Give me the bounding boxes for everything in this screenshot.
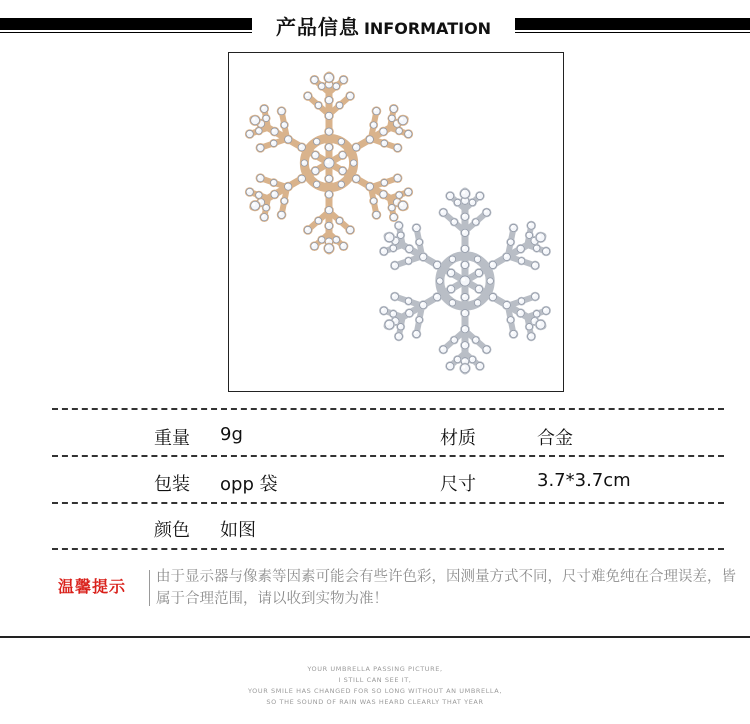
footer-line-1: YOUR UMBRELLA PASSING PICTURE, [307,665,443,673]
spec-weight-value: 9g [220,424,243,445]
section-title-cn: 产品信息 [275,15,360,39]
spec-package-label: 包装 [154,474,190,495]
header-bar-right [515,18,750,30]
spec-material-label: 材质 [440,428,476,449]
notice-text: 由于显示器与像素等因素可能会有些许色彩，因测量方式不同，尺寸难免纯在合理误差，皆属于合理范围，请以收到实物为准！ [156,569,736,607]
spec-divider-3 [52,502,724,504]
snowflake-brooch-image [229,53,563,391]
spec-divider-2 [52,455,724,457]
product-photo [228,52,564,392]
spec-material-value: 合金 [537,428,573,449]
section-title [252,11,515,40]
notice-label: 温馨提示 [58,577,127,596]
spec-divider-1 [52,408,724,410]
header-bar-left [0,18,252,30]
bottom-rule [0,636,750,638]
spec-size-label: 尺寸 [440,474,476,495]
section-title-en: INFORMATION [363,19,492,38]
spec-weight-label: 重量 [154,428,190,449]
header-line-left [0,32,252,33]
header-line-right [515,32,750,33]
footer-verse [0,664,750,708]
spec-color-value: 如图 [220,520,256,541]
footer-line-3: YOUR SMILE HAS CHANGED FOR SO LONG WITHOUT AN UMBRELLA, [247,687,503,695]
footer-line-2: I STILL CAN SEE IT, [338,676,412,684]
notice-divider [149,570,150,606]
footer-line-4: SO THE SOUND OF RAIN WAS HEARD CLEARLY THAT YEAR [266,698,484,706]
spec-color-label: 颜色 [154,520,190,541]
spec-package-value: opp 袋 [220,474,278,495]
spec-divider-4 [52,548,724,550]
spec-size-value: 3.7*3.7cm [537,470,631,491]
